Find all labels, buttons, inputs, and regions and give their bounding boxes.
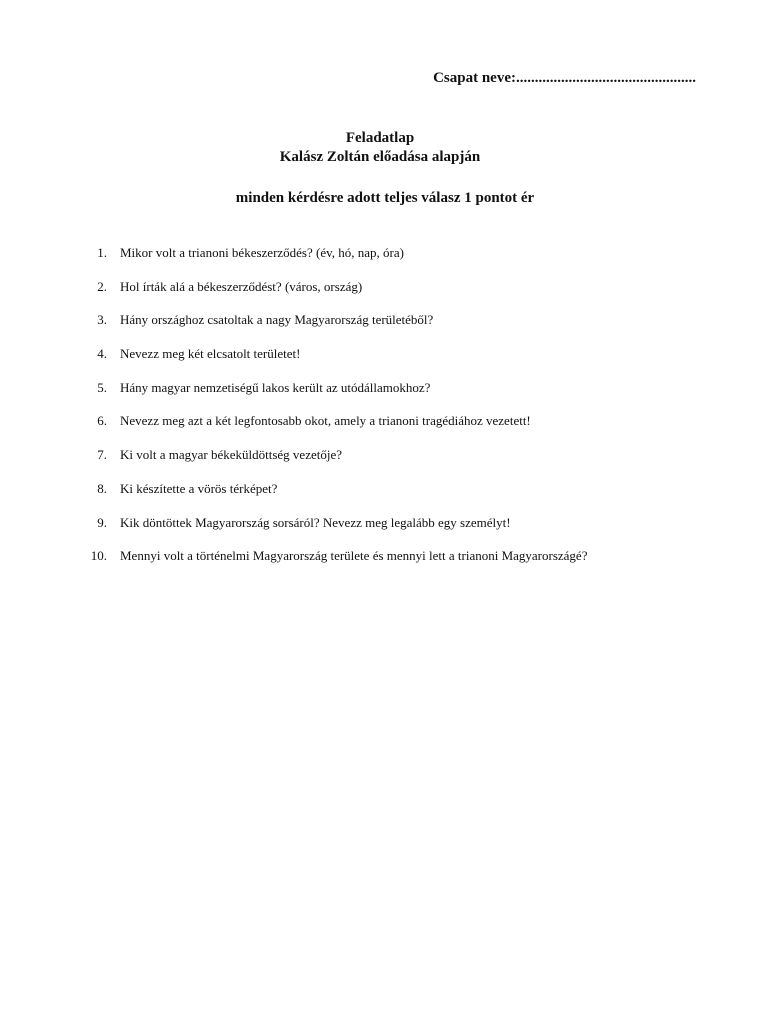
question-item — [0, 312, 768, 346]
question-text: Mennyi volt a történelmi Magyarország területe és mennyi lett a trianoni Magyarországé? — [120, 548, 588, 564]
question-item — [0, 548, 768, 582]
question-text: Mikor volt a trianoni békeszerződés? (év, hó, nap, óra) — [120, 245, 404, 260]
question-item — [0, 515, 768, 549]
question-item — [0, 245, 768, 279]
question-text: Kik döntöttek Magyarország sorsáról? Nevezz meg legalább egy személyt! — [120, 514, 511, 530]
question-number: 6. — [97, 413, 107, 429]
question-text: Hány országhoz csatoltak a nagy Magyarország területéből? — [120, 312, 434, 328]
question-list — [0, 245, 768, 582]
question-item — [0, 346, 768, 380]
worksheet-title: Feladatlap — [345, 130, 415, 146]
question-number: 1. — [97, 245, 107, 260]
question-text: Nevezz meg azt a két legfontosabb okot, amely a trianoni tragédiához vezetett! — [120, 413, 531, 429]
question-item — [0, 413, 768, 447]
question-item — [0, 380, 768, 414]
question-number: 10. — [90, 548, 107, 564]
question-number: 2. — [97, 278, 107, 294]
question-item — [0, 447, 768, 481]
question-text: Nevezz meg két elcsatolt területet! — [120, 346, 301, 362]
question-text: Hol írták alá a békeszerződést? (város, ország) — [120, 278, 363, 294]
question-number: 9. — [97, 514, 107, 530]
scoring-note: minden kérdésre adott teljes válasz 1 pontot ér — [235, 190, 535, 206]
question-number: 3. — [97, 312, 107, 328]
question-item — [0, 279, 768, 313]
team-name-field-label: Csapat neve:................................................ — [433, 70, 696, 86]
question-number: 5. — [97, 379, 107, 395]
question-number: 7. — [97, 447, 107, 463]
worksheet-subtitle: Kalász Zoltán előadása alapján — [279, 149, 481, 165]
question-text: Ki készítette a vörös térképet? — [120, 480, 278, 496]
question-text: Hány magyar nemzetiségű lakos került az utódállamokhoz? — [120, 379, 431, 395]
question-text: Ki volt a magyar békeküldöttség vezetője? — [120, 447, 343, 463]
question-number: 4. — [97, 346, 107, 362]
question-number: 8. — [97, 480, 107, 496]
question-item — [0, 481, 768, 515]
